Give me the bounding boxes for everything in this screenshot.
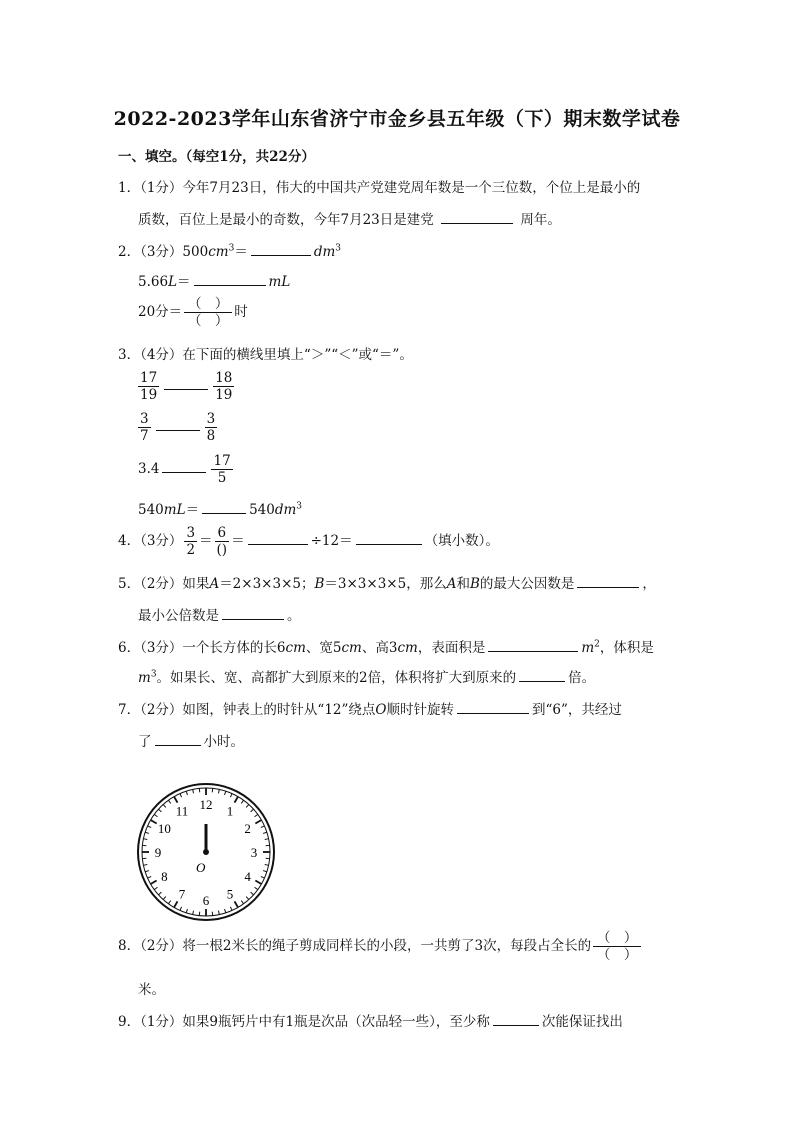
- q3-frac5-num: 17: [213, 453, 231, 469]
- q4-frac2-num: 6: [215, 525, 230, 542]
- clock-number-4: 4: [244, 869, 251, 884]
- q6-text-a: 6．（3分）一个长方体的长6: [118, 640, 286, 656]
- clock-minute-tick: [193, 789, 194, 793]
- q6-text-e: ，体积是: [599, 640, 654, 656]
- clock-minute-tick: [265, 864, 269, 865]
- q2-frac-den[interactable]: （ ）: [187, 313, 229, 329]
- clock-minute-tick: [158, 809, 161, 812]
- clock-minute-tick: [225, 791, 226, 795]
- clock-minute-tick: [154, 814, 157, 816]
- clock-number-7: 7: [178, 886, 186, 902]
- clock-minute-tick: [180, 907, 182, 911]
- q2-unit-L: L: [168, 274, 178, 290]
- q6-exp3: 3: [150, 669, 157, 680]
- clock-minute-tick: [168, 901, 170, 904]
- q2-eq: ＝: [234, 244, 248, 260]
- q5-text-b: ＝2×3×3×5；: [219, 576, 315, 592]
- clock-minute-tick: [154, 887, 157, 889]
- question-6-line-1: [118, 636, 654, 656]
- clock-minute-tick: [230, 907, 232, 911]
- clock-center-dot: [203, 849, 209, 855]
- clock-minute-tick: [263, 832, 267, 833]
- q6-exp2: 2: [594, 639, 600, 650]
- q3-blank-1[interactable]: [164, 375, 208, 390]
- page-title: 2022-2023学年山东省济宁市金乡县五年级（下）期末数学试卷: [113, 108, 681, 130]
- clock-number-5: 5: [226, 886, 234, 902]
- question-1-line-1: 1．（1分）今年7月23日，伟大的中国共产党建党周年数是一个三位数，个位上是最小的: [118, 180, 641, 196]
- q3-frac4-den: 8: [206, 428, 216, 444]
- q4-eq-2: ＝: [231, 533, 245, 549]
- q4-divide: ÷12＝: [310, 533, 353, 549]
- clock-minute-tick: [148, 876, 152, 878]
- q3-540: 540: [138, 502, 164, 518]
- q4-blank-2[interactable]: [356, 530, 422, 545]
- q3-frac3-den: 7: [140, 428, 149, 444]
- clock-minute-tick: [263, 871, 267, 872]
- q5-text-e: 的最大公因数是: [479, 576, 575, 592]
- q5-blank-lcm[interactable]: [222, 605, 284, 620]
- q9-text-b: 次能保证找出: [541, 1014, 623, 1030]
- q3-blank-2[interactable]: [156, 416, 200, 431]
- question-8-line-1: [118, 930, 643, 963]
- q6-text-g: 倍。: [568, 670, 596, 686]
- clock-hour-tick: [255, 820, 261, 824]
- clock-hour-tick: [235, 797, 239, 803]
- clock-number-12: 12: [199, 797, 213, 812]
- question-5-line-1: [118, 572, 656, 592]
- clock-minute-tick: [251, 809, 254, 812]
- question-2-line-2: [138, 270, 290, 290]
- q3-frac2-den: 19: [215, 387, 233, 403]
- q6-text-f: 。如果长、宽、高都扩大到原来的2倍，体积将扩大到原来的: [156, 670, 517, 686]
- question-6-line-2: [138, 666, 595, 686]
- q3-frac2-num: 18: [215, 370, 233, 386]
- clock-number-8: 8: [161, 869, 168, 884]
- clock-minute-tick: [265, 839, 269, 840]
- q3-frac4-num: 3: [206, 411, 216, 427]
- q5-var-B: B: [314, 576, 325, 592]
- clock-hour-tick: [151, 820, 157, 824]
- question-1-line-2: [138, 208, 561, 228]
- q9-text-a: 9．（1分）如果9瓶钙片中有1瓶是次品（次品轻一些），至少称: [118, 1014, 490, 1030]
- clock-minute-tick: [143, 864, 147, 865]
- q3-blank-3[interactable]: [162, 458, 206, 473]
- q2-value: 5.66: [138, 274, 169, 290]
- question-5-line-2: [138, 604, 301, 624]
- q3-row-2: [136, 411, 219, 444]
- q8-frac-den[interactable]: （ ）: [596, 947, 638, 963]
- clock-minute-tick: [168, 800, 170, 803]
- clock-minute-tick: [145, 832, 149, 833]
- q1-answer-blank[interactable]: [441, 209, 513, 224]
- question-3-stem: 3．（4分）在下面的横线里填上“＞”“＜”或“＝”。: [118, 347, 413, 363]
- q6-cm-3: cm: [397, 640, 418, 656]
- q2-eq-2: ＝: [177, 274, 191, 290]
- q7-text-c: 到“6”，共经过: [532, 702, 622, 718]
- q2-exp: 3: [228, 243, 235, 254]
- clock-number-6: 6: [202, 893, 210, 908]
- q8-text: 8．（2分）将一根2米长的绳子剪成同样长的小段，一共剪了3次，每段占全长的: [118, 938, 592, 954]
- q6-cm-2: cm: [341, 640, 362, 656]
- clock-minute-tick: [186, 791, 187, 795]
- q4-frac1-num: 3: [186, 525, 196, 541]
- q4-frac2-den[interactable]: (): [216, 542, 228, 558]
- question-7-line-2: [138, 730, 244, 750]
- q6-blank-area[interactable]: [488, 637, 578, 652]
- q7-blank-angle[interactable]: [457, 699, 529, 714]
- q5-text-a: 5．（2分）如果: [118, 576, 210, 592]
- clock-minute-tick: [230, 794, 232, 798]
- q6-unit-m2: m: [581, 640, 595, 656]
- q4-note: （填小数）。: [424, 533, 499, 549]
- q3-exp: 3: [296, 501, 303, 512]
- clock-minute-tick: [218, 911, 219, 915]
- q2-blank-2[interactable]: [194, 271, 266, 286]
- clock-hour-tick: [174, 797, 178, 803]
- clock-minute-tick: [186, 909, 187, 913]
- clock-minute-tick: [241, 800, 243, 803]
- q6-cm-1: cm: [285, 640, 306, 656]
- clock-minute-tick: [145, 871, 149, 872]
- q5-text-d: 和: [456, 576, 470, 592]
- q3-frac3-num: 3: [140, 411, 149, 427]
- q5-var-A-2: A: [446, 576, 457, 592]
- clock-center-label: O: [196, 860, 206, 875]
- q8-fraction-blank[interactable]: [593, 930, 641, 963]
- question-9-line-1: [118, 1010, 623, 1030]
- clock-minute-tick: [261, 876, 265, 878]
- clock-minute-tick: [180, 794, 182, 798]
- q3-unit-mL: mL: [163, 502, 186, 518]
- q3-unit-dm: dm: [274, 502, 297, 518]
- clock-hour-tick: [174, 901, 178, 907]
- q7-text-b: 顺时针旋转: [386, 702, 454, 718]
- q5-text-c: ＝3×3×3×5，那么: [324, 576, 447, 592]
- q3-540b: 540: [249, 502, 275, 518]
- q7-text-e: 小时。: [203, 734, 244, 750]
- q7-point-O: O: [375, 702, 387, 718]
- clock-minute-tick: [246, 897, 249, 900]
- q2-blank-1[interactable]: [251, 241, 311, 256]
- q4-label: 4．（3分）: [118, 533, 183, 549]
- q5-blank-gcd[interactable]: [577, 573, 639, 588]
- q5-text-lcm: 最小公倍数是: [138, 608, 219, 624]
- q4-blank-1[interactable]: [248, 530, 308, 545]
- clock-minute-tick: [225, 909, 226, 913]
- q3-row-1: [136, 370, 236, 403]
- q1-text-b: 周年。: [520, 212, 561, 228]
- q3-decimal: 3.4: [138, 461, 160, 477]
- q6-text-c: 、高3: [361, 640, 398, 656]
- clock-minute-tick: [163, 804, 166, 807]
- question-7-line-1: [118, 698, 622, 718]
- q2-unit-mL: mL: [268, 274, 291, 290]
- q2-frac-num[interactable]: （ ）: [184, 296, 232, 313]
- q7-blank-hours[interactable]: [155, 731, 201, 746]
- q6-unit-m3: m: [138, 670, 151, 686]
- clock-hour-tick: [255, 881, 261, 885]
- clock-minute-tick: [255, 887, 258, 889]
- q3-blank-4[interactable]: [202, 499, 246, 514]
- clock-number-10: 10: [157, 821, 171, 836]
- q2-unit-cm: cm: [208, 244, 229, 260]
- q3-eq: ＝: [185, 502, 200, 518]
- q6-blank-times[interactable]: [519, 667, 565, 682]
- q2-unit-dm: dm: [313, 244, 336, 260]
- clock-minute-tick: [241, 901, 243, 904]
- clock-number-11: 11: [175, 803, 189, 819]
- clock-minute-tick: [148, 826, 152, 828]
- q6-text-d: ，表面积是: [417, 640, 486, 656]
- clock-minute-tick: [193, 911, 194, 915]
- q3-frac5-den: 5: [217, 470, 227, 486]
- q2-hour: 时: [234, 304, 248, 320]
- q5-var-A: A: [209, 576, 220, 592]
- clock-number-1: 1: [226, 803, 234, 819]
- q2-text: 2．（3分）500: [118, 244, 209, 260]
- clock-minute-tick: [251, 892, 254, 895]
- q5-comma: ，: [642, 576, 656, 592]
- clock-minute-tick: [255, 814, 258, 816]
- q3-frac1-num: 17: [140, 370, 158, 386]
- q8-frac-num[interactable]: （ ）: [593, 930, 641, 947]
- clock-figure: [136, 782, 276, 922]
- clock-minute-tick: [143, 839, 147, 840]
- q2-exp-2: 3: [335, 243, 341, 254]
- q6-text-b: 、宽5: [305, 640, 342, 656]
- q7-text-d: 了: [138, 734, 152, 750]
- question-4: [118, 525, 499, 558]
- clock-hour-tick: [235, 901, 239, 907]
- clock-number-9: 9: [154, 845, 162, 860]
- q3-row-4: [138, 498, 302, 518]
- q2-fraction-blank[interactable]: [184, 296, 232, 329]
- question-2-line-1: [118, 240, 341, 260]
- q5-var-B-2: B: [469, 576, 480, 592]
- section-heading-fill-in: 一、填空。（每空1分，共22分）: [118, 149, 315, 165]
- clock-minute-tick: [158, 892, 161, 895]
- question-2-line-3: [138, 296, 248, 329]
- q9-blank[interactable]: [493, 1011, 539, 1026]
- clock-number-3: 3: [250, 845, 258, 860]
- q4-frac1-den: 2: [186, 542, 196, 558]
- q1-text-a: 质数，百位上是最小的奇数，今年7月23日是建党: [138, 212, 434, 228]
- q2-minutes: 20分＝: [138, 304, 183, 320]
- clock-minute-tick: [218, 789, 219, 793]
- q3-row-3: [138, 453, 235, 486]
- q3-frac1-den: 19: [140, 387, 158, 403]
- clock-number-2: 2: [244, 821, 251, 836]
- clock-minute-tick: [261, 826, 265, 828]
- clock-hour-tick: [151, 881, 157, 885]
- q4-eq-1: ＝: [199, 533, 213, 549]
- clock-minute-tick: [163, 897, 166, 900]
- clock-minute-tick: [246, 804, 249, 807]
- q5-period: 。: [287, 608, 301, 624]
- question-8-line-2: 米。: [138, 982, 165, 998]
- q7-text-a: 7．（2分）如图，钟表上的时针从“12”绕点: [118, 702, 376, 718]
